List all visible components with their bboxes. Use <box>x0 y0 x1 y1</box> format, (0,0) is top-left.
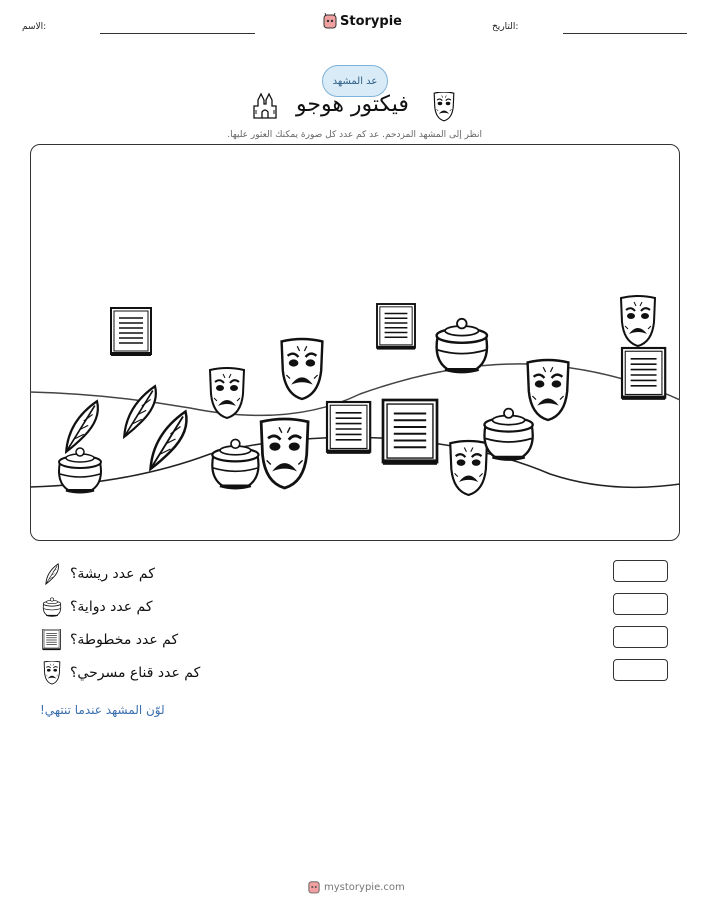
coloring-instruction: لوّن المشهد عندما تنتهي! <box>40 703 165 717</box>
name-label: الاسم: <box>22 22 47 32</box>
page-title: فيكتور هوجو <box>296 92 409 117</box>
question-row <box>42 629 178 651</box>
name-line[interactable] <box>100 33 255 34</box>
theater-mask-icon <box>42 661 62 685</box>
instructions-subtitle: انظر إلى المشهد المزدحم. عد كم عدد كل صورة يمكنك العثور عليها. <box>227 130 482 140</box>
question-text: كم عدد دواية؟ <box>70 599 153 615</box>
storypie-logo-icon <box>323 13 337 29</box>
feather-icon <box>42 563 62 585</box>
brand-name: Storypie <box>340 13 402 29</box>
theater-mask-item <box>281 339 322 399</box>
feather-item <box>66 401 98 452</box>
question-text: كم عدد مخطوطة؟ <box>70 632 179 648</box>
feather-item <box>124 386 156 437</box>
inkpot-item <box>484 408 532 459</box>
inkpot-item <box>436 318 486 371</box>
answer-box-mask[interactable] <box>613 659 668 681</box>
date-label: التاريخ: <box>492 22 519 32</box>
manuscript-item <box>622 348 665 400</box>
inkpot-icon <box>42 596 62 618</box>
inkpot-item <box>59 448 101 492</box>
busy-scene[interactable] <box>30 144 680 541</box>
question-text: كم عدد قناع مسرحي؟ <box>70 665 201 681</box>
question-row <box>42 662 200 684</box>
footer-url[interactable]: mystorypie.com <box>324 881 405 893</box>
manuscript-icon <box>42 629 62 651</box>
castle-icon <box>252 90 278 120</box>
answer-box-inkpot[interactable] <box>613 593 668 615</box>
inkpot-item <box>212 439 258 487</box>
answer-box-manuscript[interactable] <box>613 626 668 648</box>
theater-mask-item <box>450 441 487 495</box>
manuscript-item <box>377 304 415 350</box>
footer <box>308 880 405 894</box>
manuscript-item <box>111 308 151 356</box>
question-row <box>42 596 153 618</box>
manuscript-item <box>327 402 370 454</box>
scene-illustration <box>30 144 680 541</box>
question-row <box>42 563 155 585</box>
theater-mask-item <box>527 360 568 420</box>
theater-mask-icon <box>431 92 457 122</box>
activity-badge: عد المشهد <box>322 65 388 97</box>
answer-box-feather[interactable] <box>613 560 668 582</box>
manuscript-item <box>383 400 437 465</box>
feather-item <box>150 411 186 469</box>
theater-mask-item <box>621 296 655 346</box>
date-line[interactable] <box>563 33 687 34</box>
theater-mask-item <box>210 368 244 418</box>
question-text: كم عدد ريشة؟ <box>70 566 155 582</box>
theater-mask-item <box>261 419 308 488</box>
brand-logo <box>323 13 402 29</box>
storypie-logo-icon <box>308 880 320 894</box>
